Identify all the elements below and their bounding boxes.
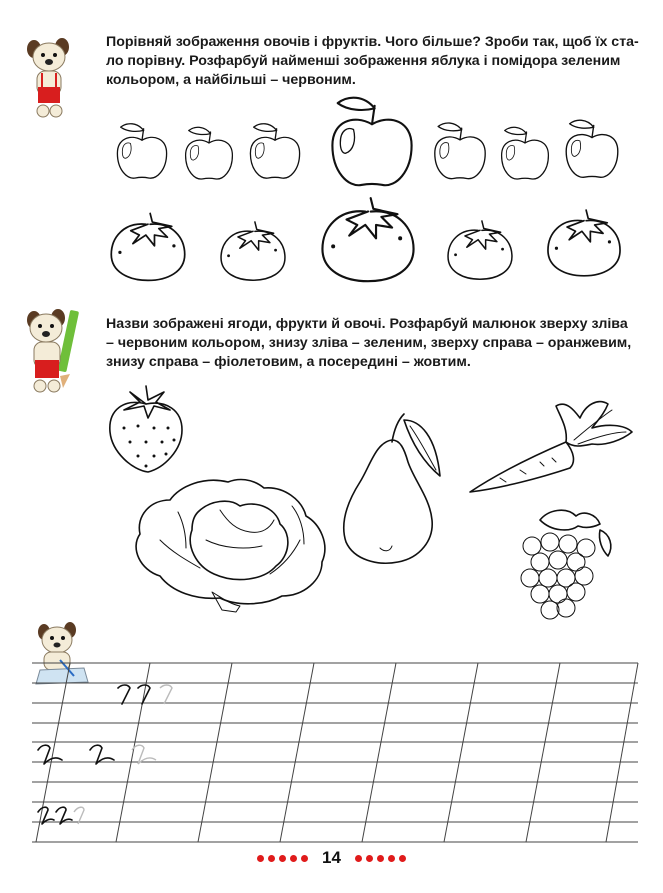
task-2-line: – червоним кольором, знизу зліва – зеленим, зверху справа – оранжевим,: [106, 335, 632, 351]
task-1-line: кольором, а найбільші – червоним.: [106, 72, 356, 88]
page-number: 14: [322, 848, 341, 867]
task-1-line: ло порівну. Розфарбуй найменші зображення яблука і помідора зеленим: [106, 53, 621, 69]
writing-sample-row-2: [38, 745, 156, 764]
task-2-line: Назви зображені ягоди, фрукти й овочі. Розфарбуй малюнок зверху зліва: [106, 316, 628, 332]
writing-sample-row-3: [38, 807, 84, 824]
page-footer: [0, 848, 663, 874]
task-2-line: знизу справа – фіолетовим, а посередині – жовтим.: [106, 354, 471, 370]
task-1-line: Порівняй зображення овочів і фруктів. Чого більше? Зроби так, щоб їх ста-: [106, 34, 639, 50]
